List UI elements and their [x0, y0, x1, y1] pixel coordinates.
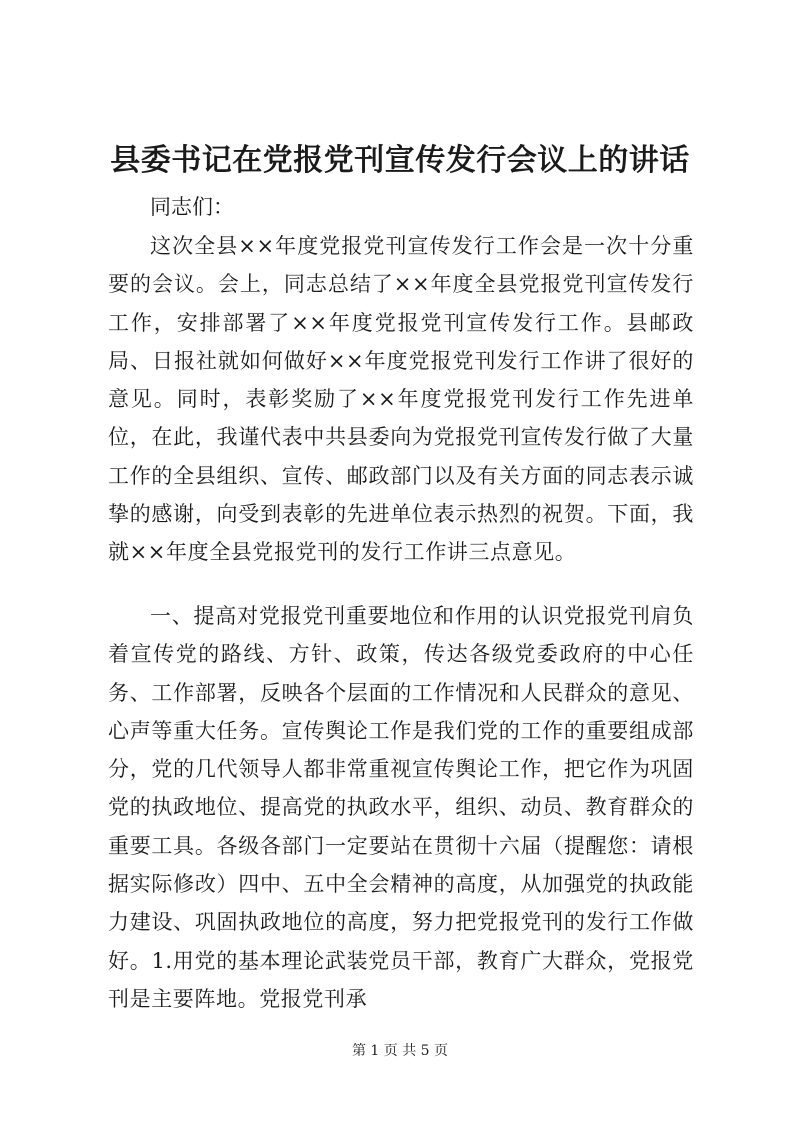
document-title: 县委书记在党报党刊宣传发行会议上的讲话 — [110, 143, 690, 178]
page-footer: 第 1 页 共 5 页 — [351, 1043, 449, 1059]
salutation: 同志们： — [150, 195, 234, 219]
body-paragraph: 这次全县××年度党报党刊宣传发行工作会是一次十分重要的会议。会上，同志总结了××年度全县党报党刊宣传发行工作，安排部署了××年度党报党刊宣传发行工作。县邮政局、日报社就如何做好××年度党报党刊发行工作讲了很好的意见。同时，表彰奖励了××年度党报党刊发行工作先进单位，在此，我谨代表中共县委向为党报党刊宣传发行做了大量工作的全县组织、宣传、邮政部门以及有关方面的同志表示诚挚的感谢，向受到表彰的先进单位表示热烈的祝贺。下面，我就××年度全县党报党刊的发行工作讲三点意见。 — [108, 234, 694, 565]
body-paragraph: 一、提高对党报党刊重要地位和作用的认识党报党刊肩负着宣传党的路线、方针、政策，传达各级党委政府的中心任务、工作部署，反映各个层面的工作情况和人民群众的意见、心声等重大任务。宣传舆论工作是我们党的工作的重要组成部分，党的几代领导人都非常重视宣传舆论工作，把它作为巩固党的执政地位、提高党的执政水平，组织、动员、教育群众的重要工具。各级各部门一定要站在贯彻十六届（提醒您：请根据实际修改）四中、五中全会精神的高度，从加强党的执政能力建设、巩固执政地位的高度，努力把党报党刊的发行工作做好。1.用党的基本理论武装党员干部，教育广大群众，党报党刊是主要阵地。党报党刊承 — [108, 604, 694, 1011]
